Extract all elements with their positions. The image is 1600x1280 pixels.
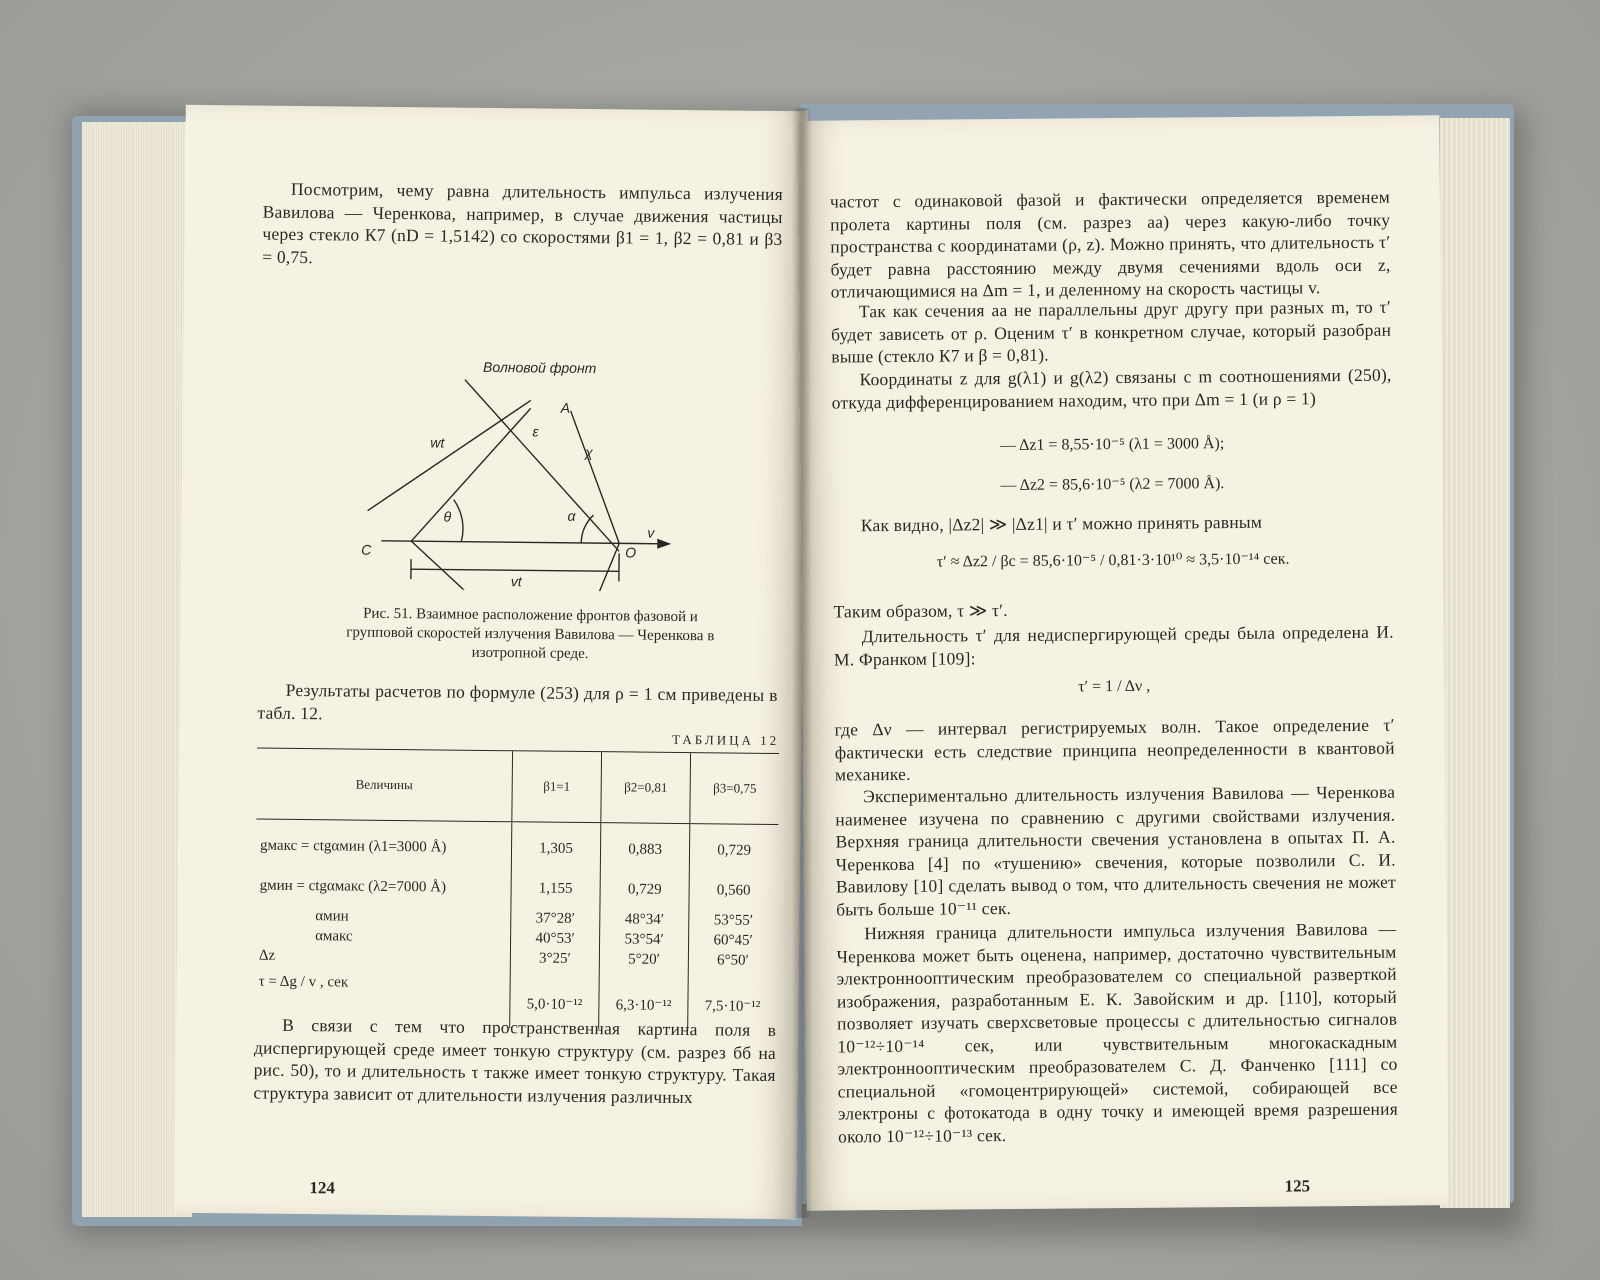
table-cell: 7,5·10⁻¹² <box>688 972 777 1031</box>
table-row-label: αмин <box>315 908 349 925</box>
point-o-label: O <box>625 544 637 561</box>
c-to-front <box>411 407 530 542</box>
table-row-label: αмакс <box>315 928 353 945</box>
v-label: v <box>647 524 655 541</box>
theta-arc <box>453 500 463 542</box>
structure-paragraph: В связи с тем что пространственная картина поля в диспергирующей среде имеет тонкую структуру (см. разрез бб на рис. 50), то и длительность τ также имеет тонкую структуру. Такая структура зависит от длительности излучения различных <box>253 1014 777 1107</box>
point-a-label: A <box>560 399 571 416</box>
vt-label: vt <box>510 573 522 590</box>
theta-label: θ <box>443 508 452 525</box>
table-row <box>256 819 779 883</box>
wt-label: wt <box>430 434 445 451</box>
equation-dz2: — Δz2 = 85,6·10⁻⁵ (λ2 = 7000 Å). <box>1000 475 1225 495</box>
paragraph-6: Длительность τ′ для недиспергирующей среды была определена И. М. Франком [109]: <box>833 621 1394 670</box>
wt-line <box>368 399 531 513</box>
table-cell: 53°55′ <box>689 912 778 933</box>
right-page <box>797 115 1448 1211</box>
table-cell: 60°45′ <box>689 932 778 953</box>
table-header-cell: Величины <box>256 748 512 822</box>
wave-front-label: Волновой фронт <box>483 358 597 377</box>
paragraph-1: частот с одинаковой фазой и фактически определяется временем пролета картины поля (см. разрез аа) через какую-либо точку пространства с координатами (ρ, z). Можно принять, что длительность τ′ будет равна расстоянию между двумя сечениями вдоль оси z, отличающимися на Δm = 1, и деленному на скорость частицы v. <box>829 186 1391 302</box>
table-cell: 0,883 <box>600 823 690 882</box>
table-cell: 0,560 <box>689 882 778 913</box>
figure-caption: Рис. 51. Взаимное расположение фронтов фазовой и групповой скоростей излучения Вавилова — Черенкова в изотропной среде. <box>346 605 715 663</box>
paragraph-5: Таким образом, τ ≫ τ′. <box>833 600 1008 622</box>
point-c-label: C <box>361 541 372 558</box>
equation-dz1: — Δz1 = 8,55·10⁻⁵ (λ1 = 3000 Å); <box>999 435 1225 455</box>
table-cell: 6,3·10⁻¹² <box>599 971 689 1030</box>
table-cell: 1,155 <box>511 880 600 911</box>
table-title: ТАБЛИЦА 12 <box>672 731 780 749</box>
table-header-cell: β3=0,75 <box>690 753 779 825</box>
paragraph-9: Нижняя граница длительности импульса излучения Вавилова — Черенкова может быть оценена, например, достаточно чувствительным электроннооптическим преобразователем со специальной разверткой изображения, разработанным Е. К. Завойским и др. [110], который позволяет изучать сверхсветовые процессы с длительностью сигналов 10⁻¹²÷10⁻¹⁴ сек, или чувствительным многокаскадным электроннооптическим преобразователем С. Д. Фанченко [111] со специальной «гомоцентрирующей» системой, собирающей все электроны с фотокатода в одну точку и имеющей время разрешения около 10⁻¹²÷10⁻¹³ сек. <box>836 918 1398 1147</box>
alpha-arc <box>581 515 593 543</box>
table-row-label: τ = Δg / v , сек <box>258 973 349 991</box>
intro-paragraph: Посмотрим, чему равна длительность импульса излучения Вавилова — Черенкова, например, в случае движения частицы через стекло К7 (nD = 1,5142) со скоростями β1 = 1, β2 = 0,81 и β3 = 0,75. <box>262 178 784 267</box>
table-cell: 40°53′ <box>510 930 599 951</box>
table-12 <box>254 748 779 1031</box>
equation-frank: τ′ = 1 / Δν , <box>1078 677 1151 696</box>
table-row-label: gмакс = ctgαмин (λ1=3000 Å) <box>259 837 447 856</box>
table-cell: 1,305 <box>511 822 601 881</box>
table-row-label: Δz <box>258 947 276 964</box>
table-cell: 0,729 <box>600 881 689 912</box>
alpha-label: α <box>567 507 576 524</box>
table-cell: 53°54′ <box>600 931 689 952</box>
paragraph-2: Так как сечения аа не параллельны друг другу при разных m, то τ′ будет зависеть от ρ. Оценим τ′ в конкретном случае, который разобран выше (стекло К7 и β = 0,81). <box>831 296 1392 367</box>
results-paragraph: Результаты расчетов по формуле (253) для ρ = 1 см приведены в табл. 12. <box>257 679 778 723</box>
page-edges-right <box>1440 118 1510 1208</box>
table-header-row <box>256 748 779 824</box>
table-cell: 37°28′ <box>511 910 600 931</box>
wave-front-line <box>463 380 621 552</box>
page-number-left: 124 <box>309 1178 336 1198</box>
velocity-arrow <box>657 539 671 549</box>
table-cell: 3°25′ <box>510 950 599 971</box>
paragraph-4: Как видно, |Δz2| ≫ |Δz1| и τ′ можно принять равным <box>860 511 1263 536</box>
figure-51-diagram <box>331 258 734 592</box>
table-header-cell: β1=1 <box>512 751 602 823</box>
table-row-label: gмин = ctgαмакс (λ2=7000 Å) <box>259 877 447 896</box>
equation-tau-prime: τ′ ≈ Δz2 / βc = 85,6·10⁻⁵ / 0,81·3·10¹⁰ ≈ 3,5·10⁻¹⁴ сек. <box>936 550 1290 571</box>
table-cell: 48°34′ <box>600 911 689 932</box>
table-header-cell: β2=0,81 <box>601 752 691 824</box>
table-cell: 6°50′ <box>688 952 777 973</box>
table-cell: 0,729 <box>689 824 778 883</box>
line-od <box>555 543 620 593</box>
chi-label: χ <box>585 443 593 461</box>
page-number-right: 125 <box>1284 1176 1311 1196</box>
left-page <box>174 105 808 1219</box>
epsilon-label: ε <box>532 423 539 440</box>
book-gutter <box>792 108 812 1218</box>
paragraph-8: Экспериментально длительность излучения Вавилова — Черенкова наименее изучена по сравнению с другими свойствами излучения. Верхняя граница длительности свечения установлена в опытах П. А. Черенкова [4] по «тушению» свечения, которые позволили С. И. Вавилову [10] сделать вывод о том, что длительность свечения не может быть больше 10⁻¹¹ сек. <box>835 781 1397 920</box>
paragraph-3: Координаты z для g(λ1) и g(λ2) связаны с m соотношениями (250), откуда дифференцированием находим, что при Δm = 1 (и ρ = 1) <box>831 364 1392 413</box>
paragraph-7: где Δν — интервал регистрируемых волн. Такое определение τ′ фактически есть следствие принципа неопределенности в квантовой механике. <box>834 714 1395 785</box>
table-cell: 5,0·10⁻¹² <box>510 970 600 1029</box>
table-cell: 5°20′ <box>599 951 688 972</box>
